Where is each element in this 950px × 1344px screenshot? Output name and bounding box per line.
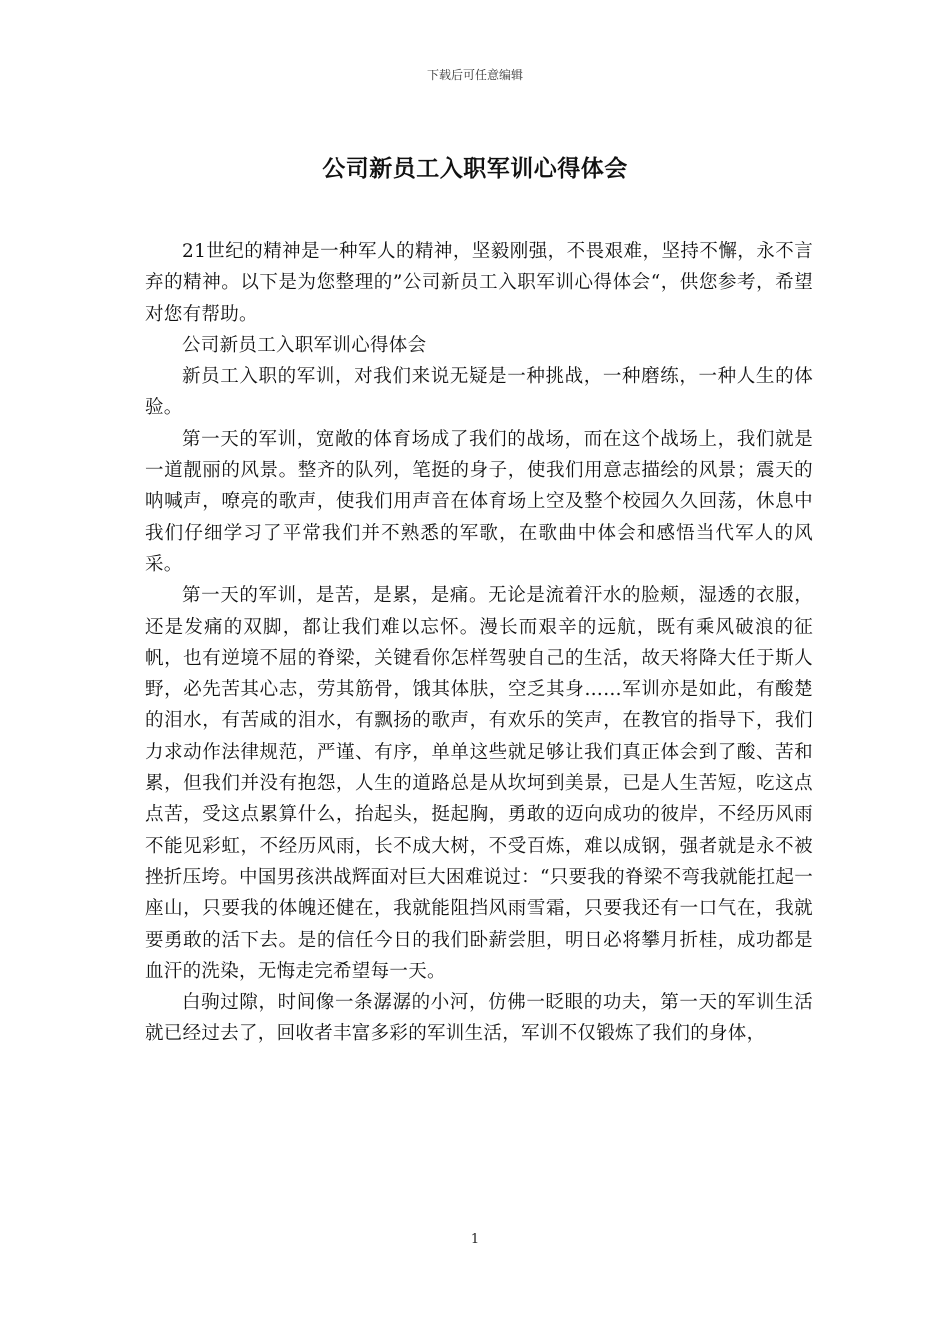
- paragraph-subtitle: 公司新员工入职军训心得体会: [182, 334, 427, 356]
- paragraph-intro: 21世纪的精神是一种军人的精神，坚毅刚强，不畏艰难，坚持不懈，永不言弃的精神。以下是为您整理的”公司新员工入职军训心得体会“，供您参考，希望对您有帮助。: [145, 241, 813, 325]
- paragraph-1: 新员工入职的军训，对我们来说无疑是一种挑战，一种磨练，一种人生的体验。: [145, 366, 813, 419]
- page-header-note: 下载后可任意编辑: [426, 68, 523, 82]
- document-title: 公司新员工入职军训心得体会: [322, 156, 628, 182]
- paragraph-2: 第一天的军训，宽敞的体育场成了我们的战场，而在这个战场上，我们就是一道靓丽的风景。整齐的队列，笔挺的身子，使我们用意志描绘的风景；震天的呐喊声，嘹亮的歌声，使我们用声音在体育场上空及整个校园久久回荡，休息中我们仔细学习了平常我们并不熟悉的军歌，在歌曲中体会和感悟当代军人的风采。: [145, 428, 813, 575]
- page-number: 1: [470, 1232, 480, 1247]
- paragraph-3: 第一天的军训，是苦，是累，是痛。无论是流着汗水的脸颊，湿透的衣服，还是发痛的双脚，都让我们难以忘怀。漫长而艰辛的远航，既有乘风破浪的征帆，也有逆境不屈的脊梁，关键看你怎样驾驶自己的生活，故天将降大任于斯人野，必先苦其心志，劳其筋骨，饿其体肤，空乏其身……军训亦是如此，有酸楚的泪水，有苦咸的泪水，有飘扬的歌声，有欢乐的笑声，在教官的指导下，我们力求动作法律规范，严谨、有序，单单这些就足够让我们真正体会到了酸、苦和累，但我们并没有抱怨，人生的道路总是从坎坷到美景，已是人生苦短，吃这点点苦，受这点累算什么，抬起头，挺起胸，勇敢的迈向成功的彼岸，不经历风雨不能见彩虹，不经历风雨，长不成大树，不受百炼，难以成钢，强者就是永不被挫折压垮。中国男孩洪战辉面对巨大困难说过：“只要我的脊梁不弯我就能扛起一座山，只要我的体魄还健在，我就能阻挡风雨雪霜，只要我还有一口气在，我就要勇敢的活下去。是的信任今日的我们卧薪尝胆，明日必将攀月折桂，成功都是血汗的洗染，无悔走完希望每一天。: [145, 585, 813, 982]
- document-body: [145, 236, 813, 1050]
- paragraph-4: 白驹过隙，时间像一条潺潺的小河，仿佛一眨眼的功夫，第一天的军训生活就已经过去了，回收者丰富多彩的军训生活，军训不仅锻炼了我们的身体，: [145, 992, 813, 1045]
